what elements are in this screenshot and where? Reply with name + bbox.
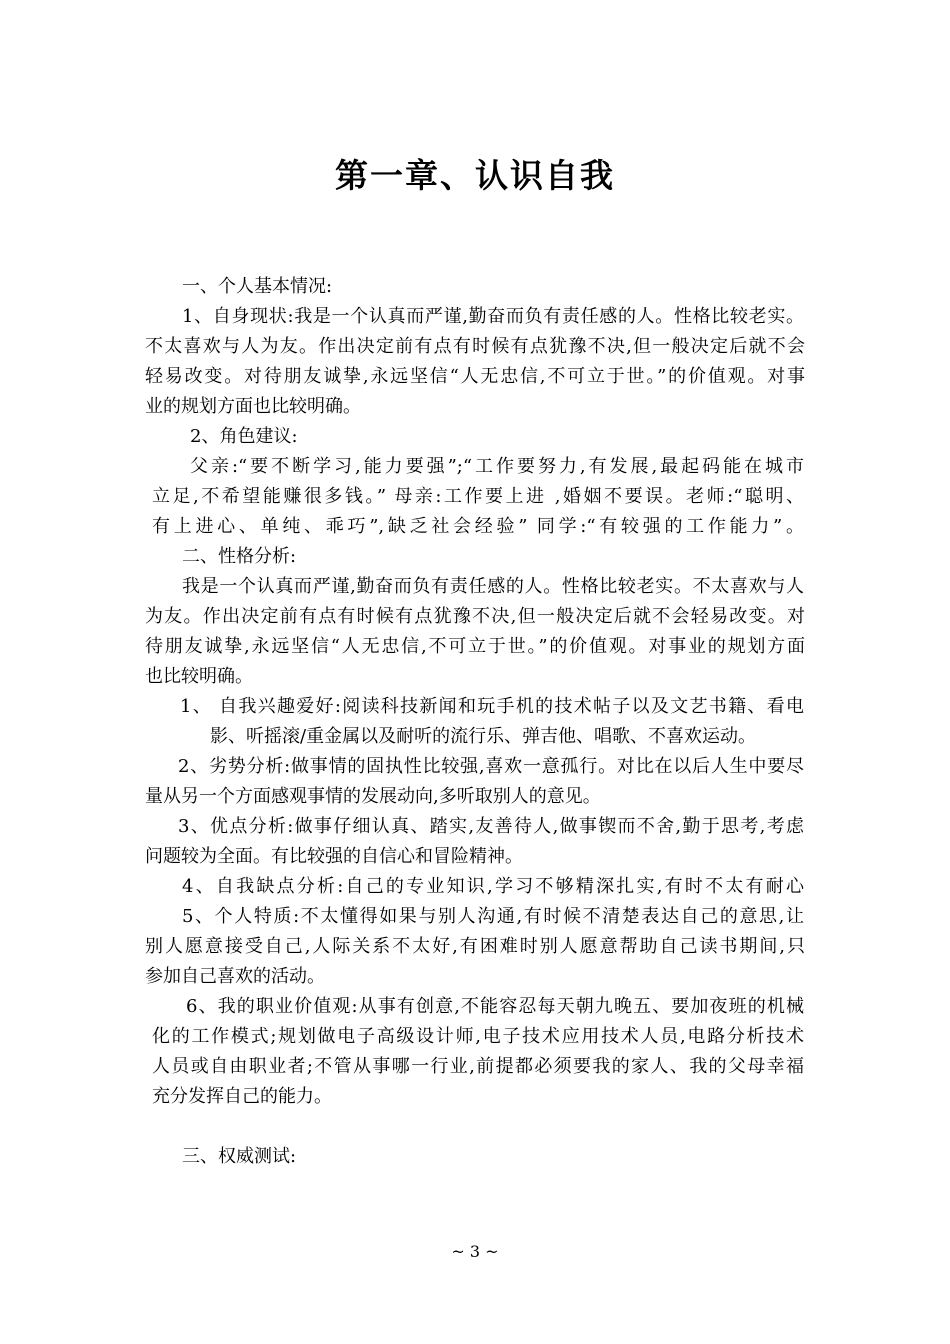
- heading-personality: 二、性格分析:: [182, 546, 297, 567]
- paragraph-line: 问题较为全面。有比较强的自信心和冒险精神。: [145, 846, 523, 867]
- paragraph-line: 不太喜欢与人为友。作出决定前有点有时候有点犹豫不决,但一般决定后就不会: [145, 336, 805, 357]
- paragraph-line: 业的规划方面也比较明确。: [145, 396, 361, 417]
- paragraph-line: 5、个人特质:不太懂得如果与别人沟通,有时候不清楚表达自己的意思,让: [182, 906, 804, 927]
- paragraph-line: 参加自己喜欢的活动。: [145, 966, 325, 987]
- paragraph-line: 化的工作模式;规划做电子高级设计师,电子技术应用技术人员,电路分析技术: [152, 1026, 804, 1047]
- paragraph-line: 也比较明确。: [145, 666, 253, 687]
- paragraph-line: 3、优点分析:做事仔细认真、踏实,友善待人,做事锲而不舍,勤于思考,考虑: [178, 816, 804, 837]
- paragraph-line: 充分发挥自己的能力。: [152, 1086, 332, 1107]
- paragraph-line: 父亲:“要不断学习,能力要强”;“工作要努力,有发展,最起码能在城市: [190, 456, 804, 477]
- heading-authority-test: 三、权威测试:: [182, 1146, 297, 1167]
- chapter-title: 第一章、认识自我: [335, 156, 615, 195]
- paragraph-line: 影、听摇滚/重金属以及耐听的流行乐、弹吉他、唱歌、不喜欢运动。: [210, 726, 757, 747]
- paragraph-line: 2、劣势分析:做事情的固执性比较强,喜欢一意孤行。对比在以后人生中要尽: [178, 756, 804, 777]
- paragraph-line: 量从另一个方面感观事情的发展动向,多听取别人的意见。: [145, 786, 601, 807]
- paragraph-line: 为友。作出决定前有点有时候有点犹豫不决,但一般决定后就不会轻易改变。对: [145, 606, 805, 627]
- paragraph-line: 待朋友诚挚,永远坚信“人无忠信,不可立于世。”的价值观。对事业的规划方面: [145, 636, 805, 657]
- paragraph-line: 4、自我缺点分析:自己的专业知识,学习不够精深扎实,有时不太有耐心: [182, 876, 804, 897]
- paragraph-line: 轻易改变。对待朋友诚挚,永远坚信“人无忠信,不可立于世。”的价值观。对事: [145, 366, 805, 387]
- paragraph-line: 1、自身现状:我是一个认真而严谨,勤奋而负有责任感的人。性格比较老实。: [182, 306, 804, 327]
- page-number: ~ 3 ~: [451, 1242, 499, 1261]
- paragraph-line: 有上进心、单纯、乖巧”,缺乏社会经验” 同学:“有较强的工作能力”。: [152, 516, 804, 537]
- heading-basic-info: 一、个人基本情况:: [182, 276, 333, 297]
- heading-role-advice: 2、角色建议:: [190, 426, 298, 447]
- paragraph-line: 立足,不希望能赚很多钱。” 母亲:工作要上进 ,婚姻不要误。老师:“聪明、: [152, 486, 804, 507]
- paragraph-line: 1、 自我兴趣爱好:阅读科技新闻和玩手机的技术帖子以及文艺书籍、看电: [180, 696, 804, 717]
- paragraph-line: 人员或自由职业者;不管从事哪一行业,前提都必须要我的家人、我的父母幸福: [152, 1056, 804, 1077]
- paragraph-line: 我是一个认真而严谨,勤奋而负有责任感的人。性格比较老实。不太喜欢与人: [182, 576, 804, 597]
- paragraph-line: 6、我的职业价值观:从事有创意,不能容忍每天朝九晚五、要加夜班的机械: [186, 996, 804, 1017]
- paragraph-line: 别人愿意接受自己,人际关系不太好,有困难时别人愿意帮助自己读书期间,只: [145, 936, 805, 957]
